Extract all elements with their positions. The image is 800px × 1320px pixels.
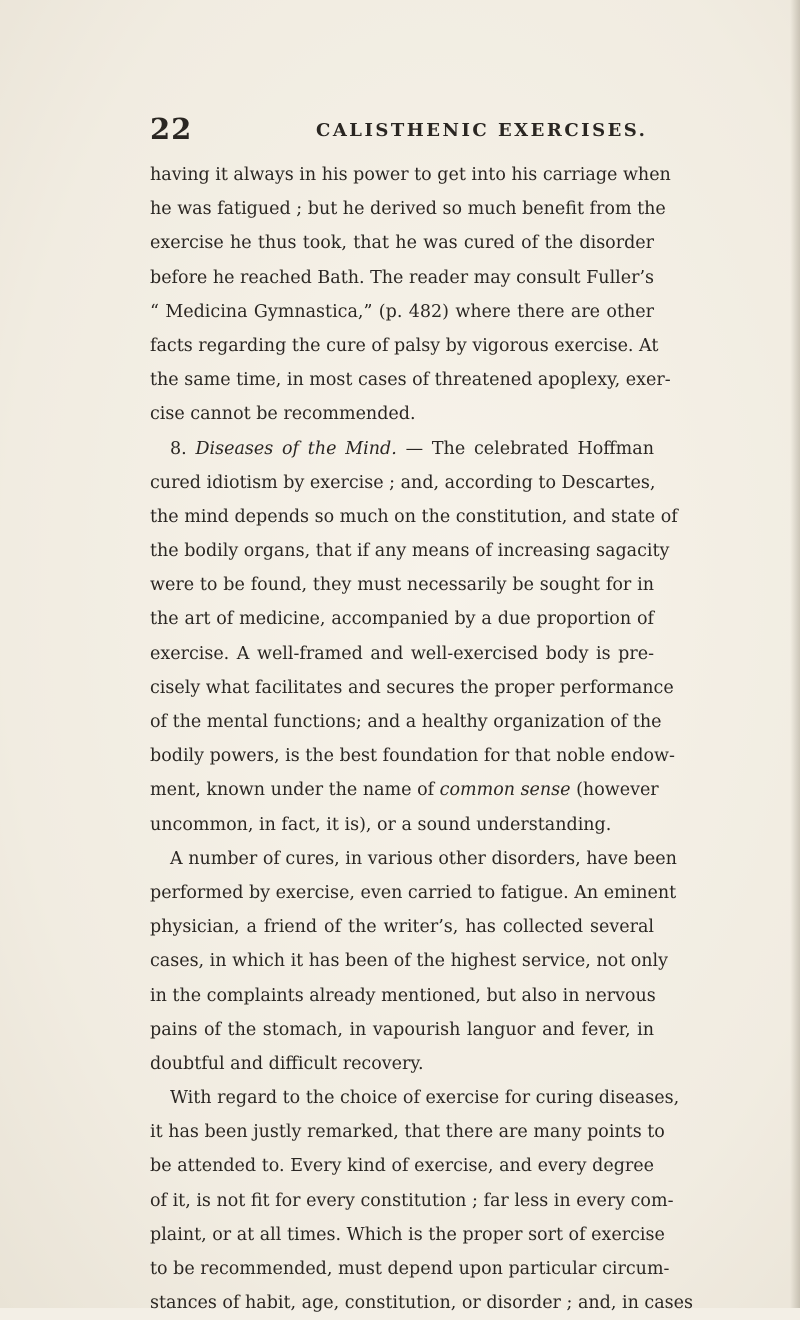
text-line: exercise. A well-framed and well-exercised body is pre- xyxy=(150,643,654,664)
text-line-mixed xyxy=(150,773,659,807)
text-fragment: ment, known under the name of xyxy=(150,780,435,801)
text-line: were to be found, they must necessarily be sought for in xyxy=(150,575,654,596)
text-line: doubtful and difficult recovery. xyxy=(150,1053,424,1074)
text-line: With regard to the choice of exercise for curing diseases, xyxy=(170,1088,680,1109)
text-line: physician, a friend of the writer’s, has collected several xyxy=(150,917,654,938)
text-line: performed by exercise, even carried to fatigue. An eminent xyxy=(150,882,677,903)
emphasis-text: common sense xyxy=(439,780,571,801)
text-line: the same time, in most cases of threatened apoplexy, exer- xyxy=(150,370,671,391)
section-title: Diseases of the Mind. xyxy=(195,438,397,459)
text-line: uncommon, in fact, it is), or a sound understanding. xyxy=(150,814,612,835)
text-line: exercise he thus took, that he was cured of the disorder xyxy=(150,233,654,254)
text-line: the bodily organs, that if any means of increasing sagacity xyxy=(150,541,670,562)
text-fragment: (however xyxy=(576,780,659,801)
running-head: CALISTHENIC EXERCISES. xyxy=(316,120,648,141)
text-line: it has been justly remarked, that there are many points to xyxy=(150,1122,665,1143)
text-line: “ Medicina Gymnastica,” (p. 482) where there are other xyxy=(150,301,654,322)
text-line: pains of the stomach, in vapourish languor and fever, in xyxy=(150,1019,654,1040)
text-line: cisely what facilitates and secures the proper performance xyxy=(150,677,674,698)
page-edge-shadow xyxy=(790,0,800,1308)
text-line: cise cannot be recommended. xyxy=(150,404,416,425)
text-line: cases, in which it has been of the highest service, not only xyxy=(150,951,669,972)
text-line: of the mental functions; and a healthy organization of the xyxy=(150,712,662,732)
text-line: in the complaints already mentioned, but also in nervous xyxy=(150,985,656,1006)
text-line: to be recommended, must depend upon particular circum- xyxy=(150,1259,670,1279)
body-text xyxy=(150,158,693,1320)
text-line: the art of medicine, accompanied by a due proportion of xyxy=(150,609,654,630)
text-line: bodily powers, is the best foundation for that noble endow- xyxy=(150,746,675,767)
text-line: he was fatigued ; but he derived so much benefit from the xyxy=(150,199,666,220)
section-number: 8. xyxy=(170,438,187,459)
section-text: — The celebrated Hoffman xyxy=(405,438,654,459)
text-line: having it always in his power to get into his carriage when xyxy=(150,165,671,185)
text-line: the mind depends so much on the constitution, and state of xyxy=(150,506,678,527)
text-line: plaint, or at all times. Which is the proper sort of exercise xyxy=(150,1224,665,1245)
text-line: before he reached Bath. The reader may consult Fuller’s xyxy=(150,267,655,288)
text-line: A number of cures, in various other disorders, have been xyxy=(170,848,677,869)
text-line: facts regarding the cure of palsy by vigorous exercise. At xyxy=(150,335,659,356)
text-line: be attended to. Every kind of exercise, and every degree xyxy=(150,1156,654,1177)
text-line: of it, is not fit for every constitution ; far less in every com- xyxy=(150,1190,674,1211)
text-line: stances of habit, age, constitution, or disorder ; and, in cases xyxy=(150,1293,693,1314)
page-header xyxy=(150,112,654,146)
section-heading-line xyxy=(150,432,654,466)
text-line: cured idiotism by exercise ; and, according to Descartes, xyxy=(150,472,656,493)
page-number: 22 xyxy=(150,112,193,146)
